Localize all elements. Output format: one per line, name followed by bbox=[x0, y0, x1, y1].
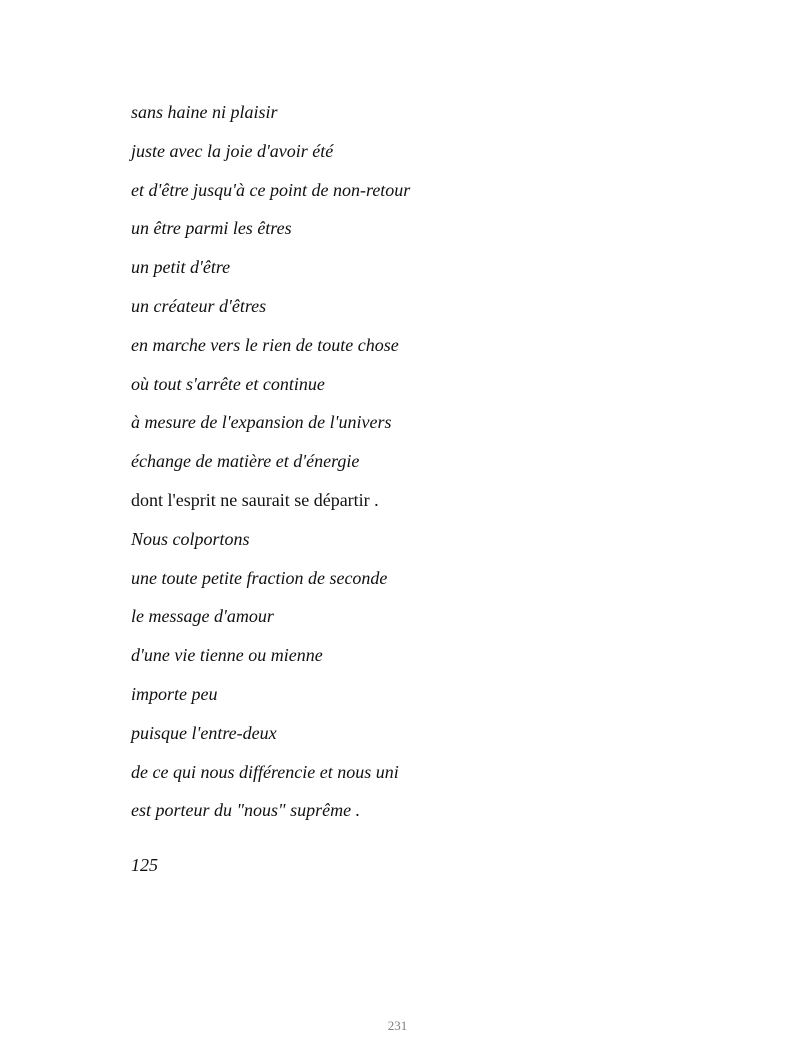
poem-line: dont l'esprit ne saurait se départir . bbox=[131, 489, 379, 510]
poem-line: à mesure de l'expansion de l'univers bbox=[131, 412, 392, 433]
poem-line: puisque l'entre-deux bbox=[131, 722, 277, 743]
poem-body bbox=[131, 99, 731, 836]
poem-line: en marche vers le rien de toute chose bbox=[131, 334, 399, 355]
poem-line: une toute petite fraction de seconde bbox=[131, 567, 388, 588]
poem-line: juste avec la joie d'avoir été bbox=[131, 140, 334, 161]
poem-line: Nous colportons bbox=[131, 528, 250, 549]
poem-line: sans haine ni plaisir bbox=[131, 102, 278, 122]
poem-line: d'une vie tienne ou mienne bbox=[131, 645, 323, 666]
poem-line: un créateur d'êtres bbox=[131, 295, 267, 316]
page-number: 231 bbox=[387, 1018, 408, 1033]
poem-number: 125 bbox=[131, 855, 158, 875]
poem-line: importe peu bbox=[131, 683, 218, 704]
poem-line: de ce qui nous différencie et nous uni bbox=[131, 761, 399, 782]
poem-line: le message d'amour bbox=[131, 606, 274, 627]
poem-line: et d'être jusqu'à ce point de non-retour bbox=[131, 179, 411, 200]
poem-line: échange de matière et d'énergie bbox=[131, 451, 360, 472]
poem-line: où tout s'arrête et continue bbox=[131, 373, 325, 394]
poem-line: est porteur du "nous" suprême . bbox=[131, 800, 361, 821]
poem-line: un petit d'être bbox=[131, 257, 231, 278]
poem-line: un être parmi les êtres bbox=[131, 218, 292, 239]
